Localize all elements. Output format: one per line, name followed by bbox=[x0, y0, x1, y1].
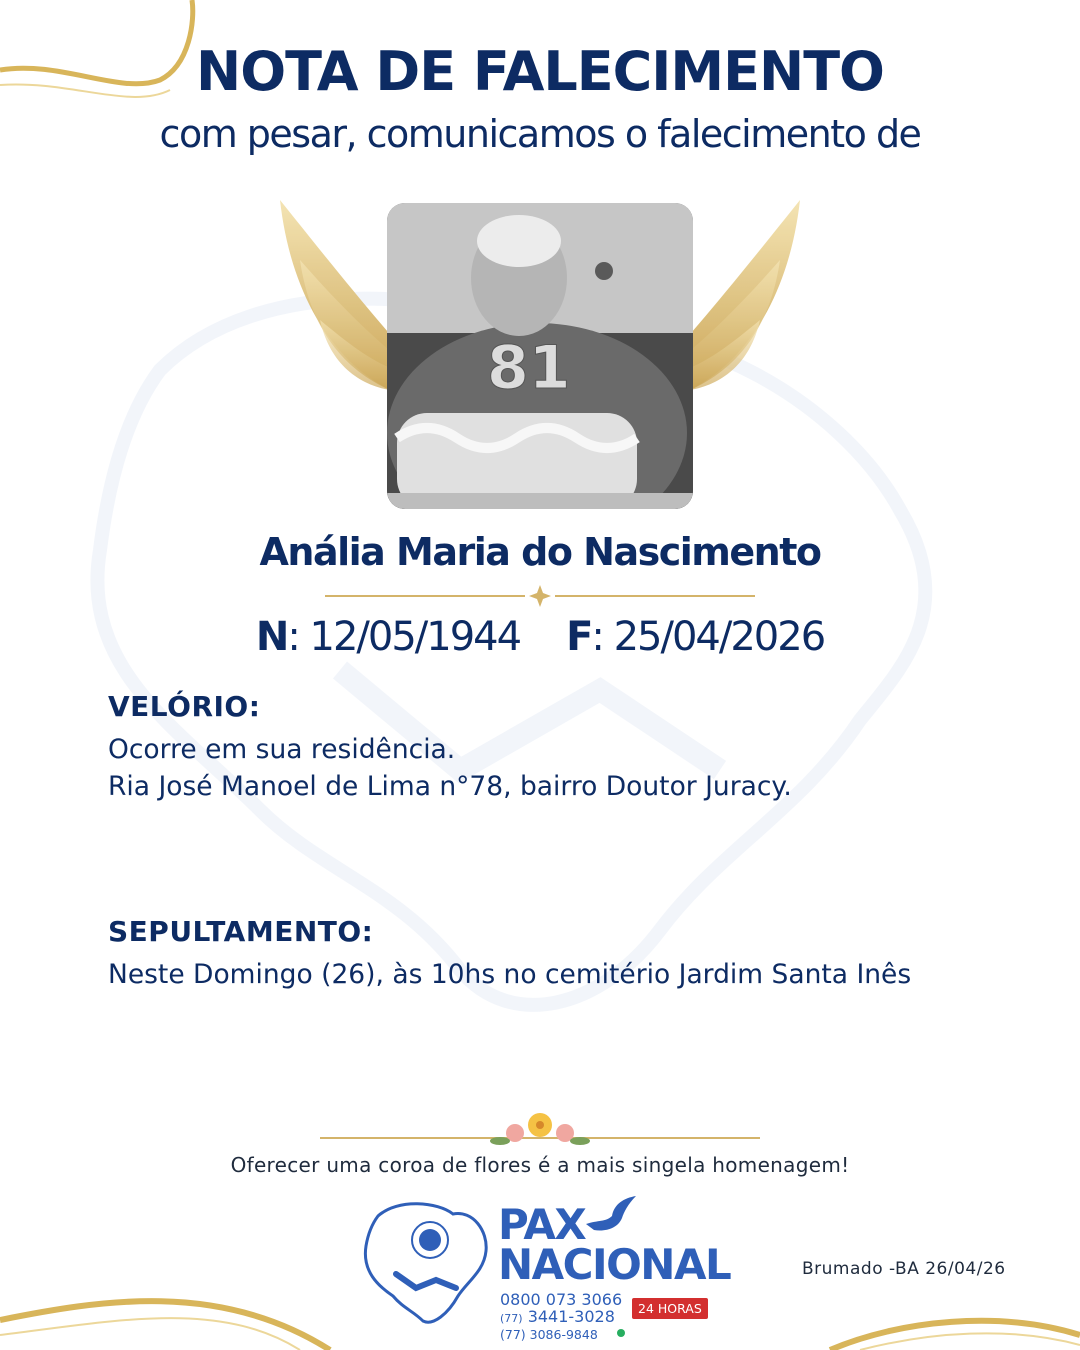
24h-badge: 24 HORAS bbox=[632, 1298, 708, 1319]
birth-date: 12/05/1944 bbox=[309, 614, 521, 660]
wake-line-1: Ocorre em sua residência. bbox=[108, 734, 456, 765]
flowers-icon bbox=[320, 1105, 760, 1155]
deceased-name: Anália Maria do Nascimento bbox=[259, 530, 821, 574]
brand-line-1: PAX bbox=[498, 1200, 586, 1249]
death-label: F bbox=[566, 614, 592, 660]
birth-label: N bbox=[255, 614, 288, 660]
gold-divider bbox=[325, 584, 755, 608]
phone-whatsapp: (77) 3086-9848 bbox=[500, 1327, 598, 1342]
whatsapp-icon bbox=[617, 1329, 625, 1337]
handshake-icon bbox=[396, 1274, 456, 1288]
brazil-map-icon bbox=[358, 1196, 494, 1330]
burial-title: SEPULTAMENTO: bbox=[108, 915, 374, 948]
wake-title: VELÓRIO: bbox=[108, 690, 261, 723]
place-date: Brumado -BA 26/04/26 bbox=[802, 1259, 1006, 1279]
death-date: 25/04/2026 bbox=[613, 614, 825, 660]
dove-icon bbox=[584, 1196, 638, 1238]
star-icon bbox=[529, 585, 551, 607]
colon: : bbox=[591, 614, 614, 660]
portrait-image bbox=[387, 203, 693, 509]
page-title: NOTA DE FALECIMENTO bbox=[196, 40, 884, 103]
life-dates bbox=[0, 614, 1080, 660]
brand-line-2: NACIONAL bbox=[498, 1240, 731, 1289]
colon: : bbox=[287, 614, 310, 660]
wake-line-2: Ria José Manoel de Lima n°78, bairro Doutor Juracy. bbox=[108, 771, 792, 802]
phone-landline: (77) 3441-3028 bbox=[500, 1307, 615, 1326]
deceased-photo bbox=[387, 203, 693, 509]
burial-line-1: Neste Domingo (26), às 10hs no cemitério Jardim Santa Inês bbox=[108, 959, 912, 990]
homage-text: Oferecer uma coroa de flores é a mais singela homenagem! bbox=[230, 1153, 850, 1177]
cake-candle-number: 81 bbox=[487, 333, 571, 403]
phone-tollfree: 0800 073 3066 bbox=[500, 1290, 623, 1309]
page-subtitle: com pesar, comunicamos o falecimento de bbox=[159, 112, 921, 156]
